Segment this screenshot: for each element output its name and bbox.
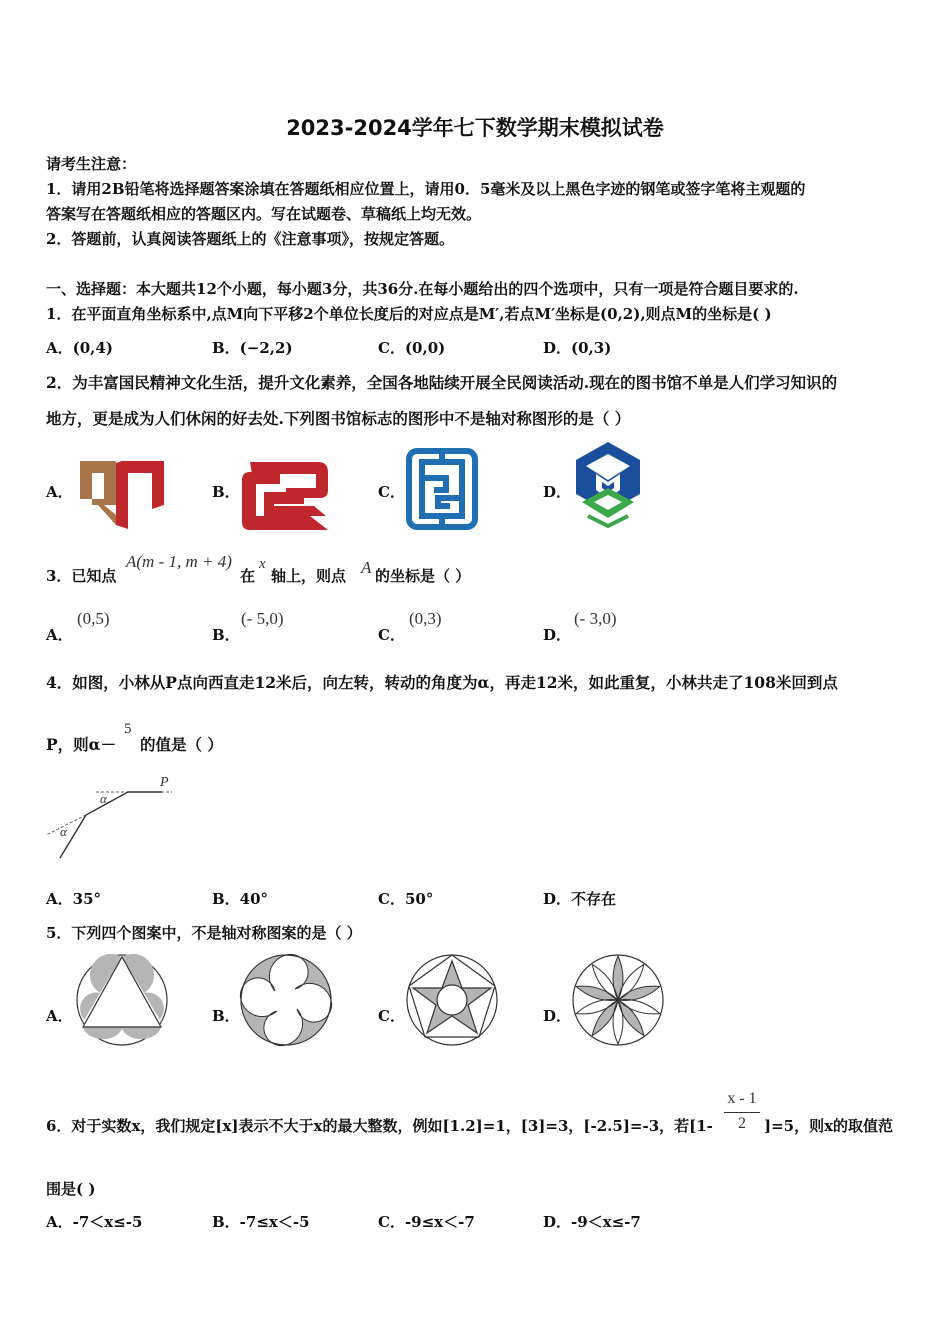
q5-label-b[interactable]: B． — [212, 1007, 240, 1025]
notice-line-2: 答案写在答题纸相应的答题区内。写在试题卷、草稿纸上均无效。 — [46, 205, 482, 223]
q4-fig-p: P — [160, 775, 169, 790]
q4-line-1: 4．如图，小林从P点向西直走12米后，向左转，转动的角度为α，再走12米，如此重复，小林共走了108米回到点 — [46, 673, 838, 692]
pattern-b-icon[interactable] — [239, 953, 333, 1047]
pattern-d-icon[interactable] — [571, 953, 665, 1047]
q3-text-4: 的坐标是（ ） — [375, 567, 471, 585]
q1-option-b[interactable]: B．(−2,2) — [212, 339, 293, 357]
section-heading: 一、选择题：本大题共12个小题，每小题3分，共36分.在每小题给出的四个选项中，只有一项是符合题目要求的. — [46, 280, 799, 298]
q4-fig-alpha-2: α — [60, 824, 67, 839]
q4-line-2b: 的值是（ ） — [140, 735, 223, 754]
q1-option-a[interactable]: A．(0,4) — [46, 339, 113, 357]
q4-option-b[interactable]: B．40° — [212, 890, 269, 908]
q6-frac-num: x - 1 — [727, 1090, 757, 1107]
q6-option-c[interactable]: C．-9≤x＜-7 — [378, 1213, 475, 1231]
q3-label-d[interactable]: D． — [543, 626, 572, 644]
library-logo-c-icon[interactable] — [406, 448, 478, 530]
q3-label-b[interactable]: B． — [212, 626, 240, 644]
q1-option-c[interactable]: C．(0,0) — [378, 339, 446, 357]
q4-five: 5 — [124, 721, 132, 737]
q1-stem: 1．在平面直角坐标系中,点M向下平移2个单位长度后的对应点是M′,若点M′坐标是(0,2),则点M的坐标是( ) — [46, 305, 772, 323]
q3-axis: x — [259, 556, 266, 572]
pattern-a-icon[interactable] — [75, 953, 169, 1047]
q5-label-a[interactable]: A． — [46, 1007, 73, 1025]
q4-option-c[interactable]: C．50° — [378, 890, 434, 908]
q6-stem-b: ]=5，则x的取值范 — [764, 1117, 894, 1135]
q2-line-1: 2．为丰富国民精神文化生活，提升文化素养，全国各地陆续开展全民阅读活动.现在的图书馆不单是人们学习知识的 — [46, 373, 838, 392]
library-logo-a-icon[interactable] — [78, 459, 166, 531]
page-title: 2023-2024学年七下数学期末模拟试卷 — [286, 116, 664, 140]
q3-value-c: (0,3) — [409, 609, 442, 628]
pattern-c-icon[interactable] — [405, 953, 499, 1047]
q6-option-a[interactable]: A．-7＜x≤-5 — [46, 1213, 143, 1231]
q2-label-b[interactable]: B． — [212, 483, 240, 501]
q3-text-1: 3．已知点 — [46, 567, 117, 585]
q6-option-b[interactable]: B．-7≤x＜-5 — [212, 1213, 310, 1231]
notice-line-3: 2．答题前，认真阅读答题纸上的《注意事项》，按规定答题。 — [46, 230, 454, 248]
q3-value-d: (- 3,0) — [574, 609, 617, 628]
library-logo-d-icon[interactable] — [574, 440, 642, 528]
q3-value-b: (- 5,0) — [241, 609, 284, 628]
q2-label-c[interactable]: C． — [378, 483, 405, 501]
q6-frac-bar — [724, 1112, 760, 1113]
q3-label-c[interactable]: C． — [378, 626, 405, 644]
q5-stem: 5．下列四个图案中，不是轴对称图案的是（ ） — [46, 924, 362, 942]
q3-point: A — [361, 558, 372, 577]
q2-label-d[interactable]: D． — [543, 483, 572, 501]
q4-line-2a: P，则α－ — [46, 735, 117, 754]
q4-option-d[interactable]: D．不存在 — [543, 890, 617, 908]
q4-option-a[interactable]: A．35° — [46, 890, 102, 908]
notice-heading: 请考生注意： — [46, 155, 137, 173]
q1-option-d[interactable]: D．(0,3) — [543, 339, 612, 357]
q6-line-2: 围是( ) — [46, 1180, 96, 1198]
q3-point-expr: A(m - 1, m + 4) — [126, 552, 232, 571]
q6-frac-den: 2 — [738, 1115, 746, 1132]
q2-label-a[interactable]: A． — [46, 483, 73, 501]
q3-value-a: (0,5) — [77, 609, 110, 628]
q3-label-a[interactable]: A． — [46, 626, 73, 644]
q6-stem-a: 6．对于实数x，我们规定[x]表示不大于x的最大整数，例如[1.2]=1，[3]=3，[-2.5]=-3，若[1- — [46, 1117, 713, 1135]
q3-text-3: 轴上，则点 — [271, 567, 347, 585]
q5-label-d[interactable]: D． — [543, 1007, 572, 1025]
q6-option-d[interactable]: D．-9＜x≤-7 — [543, 1213, 641, 1231]
q4-fig-alpha-1: α — [100, 791, 107, 806]
q3-text-2: 在 — [240, 567, 256, 585]
q4-path-figure — [44, 770, 179, 865]
q5-label-c[interactable]: C． — [378, 1007, 405, 1025]
notice-line-1: 1．请用2B铅笔将选择题答案涂填在答题纸相应位置上，请用0．5毫米及以上黑色字迹的钢笔或签字笔将主观题的 — [46, 180, 806, 198]
q2-line-2: 地方，更是成为人们休闲的好去处.下列图书馆标志的图形中不是轴对称图形的是（ ） — [46, 409, 631, 428]
library-logo-b-icon[interactable] — [240, 460, 330, 532]
